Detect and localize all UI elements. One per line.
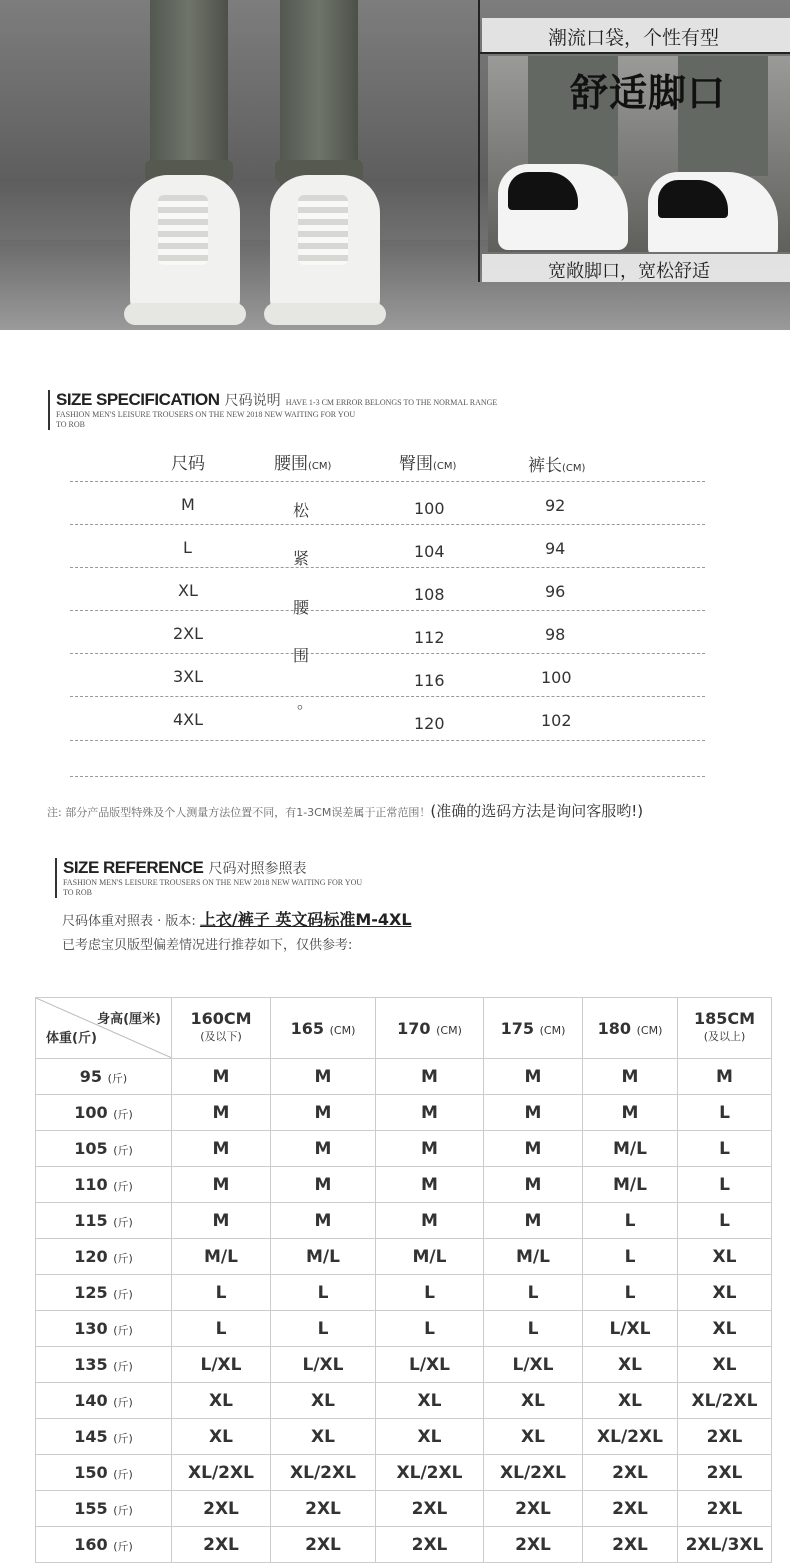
table-row: [36, 1347, 772, 1383]
table-row: [36, 1275, 772, 1311]
caption-title: 舒适脚口: [570, 71, 727, 115]
table-row: [36, 1239, 772, 1275]
size-cell: M: [484, 1059, 583, 1095]
spec-hip: 100: [414, 499, 445, 518]
size-spec-title-cn: 尺码说明: [224, 393, 281, 409]
size-cell: M: [271, 1059, 376, 1095]
spec-length: 98: [545, 625, 566, 644]
spec-length: 102: [541, 711, 572, 730]
size-cell: XL/2XL: [271, 1455, 376, 1491]
size-cell: L: [583, 1275, 678, 1311]
height-col-header: 160CM (及以下): [172, 998, 271, 1059]
weight-cell: 95 (斤): [36, 1059, 172, 1095]
corner-cell: 身高(厘米) 体重(斤): [36, 998, 172, 1059]
ref-advice-line: 已考虑宝贝版型偏差情况进行推荐如下，仅供参考:: [62, 938, 353, 953]
caption-top: 潮流口袋，个性有型: [548, 27, 720, 49]
size-cell: L: [484, 1275, 583, 1311]
spec-hip: 104: [414, 542, 445, 561]
table-row: [36, 1311, 772, 1347]
size-cell: L: [271, 1275, 376, 1311]
table-row: [36, 1419, 772, 1455]
size-cell: L/XL: [484, 1347, 583, 1383]
spec-size: XL: [178, 581, 198, 600]
size-cell: 2XL: [678, 1455, 772, 1491]
weight-cell: 145 (斤): [36, 1419, 172, 1455]
size-cell: L: [678, 1167, 772, 1203]
size-cell: XL: [376, 1383, 484, 1419]
height-col-header: 170 (CM): [376, 998, 484, 1059]
header-waist: 腰围(CM): [274, 454, 332, 474]
size-note: 注: 部分产品版型特殊及个人测量方法位置不同，有1-3CM误差属于正常范围！(准确的选码方法是询问客服哟!): [47, 802, 644, 820]
size-spec-title-en: SIZE SPECIFICATION: [56, 390, 220, 409]
spec-size: 4XL: [173, 710, 204, 729]
weight-cell: 155 (斤): [36, 1491, 172, 1527]
size-cell: 2XL: [583, 1455, 678, 1491]
size-cell: L: [583, 1239, 678, 1275]
size-cell: XL: [484, 1419, 583, 1455]
size-cell: M: [271, 1203, 376, 1239]
size-cell: XL: [271, 1419, 376, 1455]
table-row: [36, 1095, 772, 1131]
size-cell: M/L: [376, 1239, 484, 1275]
spec-size: 2XL: [173, 624, 204, 643]
size-cell: M: [172, 1131, 271, 1167]
size-cell: M: [376, 1167, 484, 1203]
spec-size: L: [183, 538, 192, 557]
header-length: 裤长(CM): [528, 456, 586, 476]
product-photo: [0, 0, 790, 330]
size-cell: L: [678, 1131, 772, 1167]
height-col-header: 175 (CM): [484, 998, 583, 1059]
size-cell: XL: [678, 1239, 772, 1275]
table-row: [36, 1167, 772, 1203]
size-cell: XL/2XL: [484, 1455, 583, 1491]
table-row: [36, 1203, 772, 1239]
weight-cell: 115 (斤): [36, 1203, 172, 1239]
waist-note-char: 腰: [293, 598, 310, 617]
table-header-row: [36, 998, 772, 1059]
weight-cell: 160 (斤): [36, 1527, 172, 1563]
table-body: [36, 1059, 772, 1563]
caption-top-bar: [482, 18, 790, 52]
weight-cell: 110 (斤): [36, 1167, 172, 1203]
spec-hip: 116: [414, 671, 445, 690]
size-cell: M/L: [583, 1131, 678, 1167]
caption-bottom: 宽敞脚口，宽松舒适: [548, 261, 710, 282]
weight-cell: 125 (斤): [36, 1275, 172, 1311]
header-size: 尺码: [171, 454, 205, 474]
height-col-header: 165 (CM): [271, 998, 376, 1059]
ref-version-line: 尺码体重对照表 · 版本: 上衣/裤子 英文码标准M-4XL: [62, 910, 412, 929]
size-cell: 2XL: [376, 1527, 484, 1563]
size-cell: M: [271, 1167, 376, 1203]
size-cell: M: [583, 1059, 678, 1095]
table-row: [36, 1491, 772, 1527]
size-cell: M: [376, 1203, 484, 1239]
size-cell: L: [484, 1311, 583, 1347]
size-cell: L/XL: [583, 1311, 678, 1347]
height-col-header: 185CM (及以上): [678, 998, 772, 1059]
size-cell: M/L: [583, 1167, 678, 1203]
table-row: [36, 1455, 772, 1491]
spec-length: 92: [545, 496, 566, 515]
size-cell: L: [583, 1203, 678, 1239]
size-cell: M: [484, 1167, 583, 1203]
size-cell: L/XL: [271, 1347, 376, 1383]
size-cell: 2XL: [484, 1527, 583, 1563]
size-cell: M/L: [271, 1239, 376, 1275]
size-spec-title-note: HAVE 1-3 CM ERROR BELONGS TO THE NORMAL RANGE: [285, 398, 498, 407]
size-cell: 2XL: [271, 1527, 376, 1563]
size-cell: M: [172, 1167, 271, 1203]
size-cell: M: [376, 1131, 484, 1167]
weight-cell: 150 (斤): [36, 1455, 172, 1491]
weight-cell: 105 (斤): [36, 1131, 172, 1167]
height-col-header: 180 (CM): [583, 998, 678, 1059]
waist-note-char: 松: [293, 501, 310, 520]
size-cell: M: [678, 1059, 772, 1095]
size-ref-title-en: SIZE REFERENCE: [63, 858, 204, 877]
size-cell: L: [271, 1311, 376, 1347]
size-cell: L: [678, 1095, 772, 1131]
size-cell: XL: [484, 1383, 583, 1419]
size-cell: 2XL: [271, 1491, 376, 1527]
size-cell: M/L: [484, 1239, 583, 1275]
spec-length: 96: [545, 582, 566, 601]
size-cell: XL: [678, 1347, 772, 1383]
size-cell: XL/2XL: [172, 1455, 271, 1491]
weight-cell: 140 (斤): [36, 1383, 172, 1419]
size-cell: M: [376, 1095, 484, 1131]
waist-note-char: 。: [297, 693, 314, 712]
table-row: [36, 1059, 772, 1095]
size-spec-heading: [48, 390, 497, 430]
spec-hip: 108: [414, 585, 445, 604]
weight-cell: 100 (斤): [36, 1095, 172, 1131]
size-cell: 2XL: [678, 1419, 772, 1455]
size-cell: L: [376, 1311, 484, 1347]
size-cell: 2XL: [376, 1491, 484, 1527]
spec-hip: 112: [414, 628, 445, 647]
spec-length: 94: [545, 539, 566, 558]
size-cell: L: [376, 1275, 484, 1311]
size-cell: L: [678, 1203, 772, 1239]
header-hip: 臀围(CM): [399, 454, 457, 474]
size-cell: XL: [271, 1383, 376, 1419]
size-cell: 2XL: [678, 1491, 772, 1527]
size-cell: M: [376, 1059, 484, 1095]
left-sneaker: [130, 175, 240, 315]
size-cell: 2XL: [172, 1491, 271, 1527]
table-row: [36, 1383, 772, 1419]
size-cell: M: [484, 1131, 583, 1167]
size-cell: 2XL: [583, 1491, 678, 1527]
size-cell: M: [172, 1095, 271, 1131]
size-ref-subtitle: FASHION MEN'S LEISURE TROUSERS ON THE NEW 2018 NEW WAITING FOR YOU TO ROB: [63, 878, 363, 897]
spec-size: 3XL: [173, 667, 204, 686]
size-reference-table: [35, 997, 772, 1563]
caption-bottom-bar: [482, 254, 790, 282]
size-cell: M: [271, 1095, 376, 1131]
size-cell: L: [172, 1311, 271, 1347]
detail-inset: [478, 0, 790, 282]
size-cell: M: [484, 1095, 583, 1131]
weight-cell: 130 (斤): [36, 1311, 172, 1347]
size-cell: M: [484, 1203, 583, 1239]
size-cell: XL: [583, 1383, 678, 1419]
size-cell: L/XL: [376, 1347, 484, 1383]
table-row: [36, 1131, 772, 1167]
right-sneaker: [270, 175, 380, 315]
size-cell: XL: [376, 1419, 484, 1455]
weight-cell: 120 (斤): [36, 1239, 172, 1275]
size-cell: XL/2XL: [376, 1455, 484, 1491]
size-cell: 2XL: [583, 1527, 678, 1563]
size-cell: M/L: [172, 1239, 271, 1275]
size-cell: M: [271, 1131, 376, 1167]
size-ref-title-cn: 尺码对照参照表: [208, 861, 307, 877]
spec-size: M: [181, 495, 195, 514]
waist-note-char: 围: [293, 646, 310, 665]
size-cell: L/XL: [172, 1347, 271, 1383]
size-cell: XL: [172, 1383, 271, 1419]
size-spec-subtitle: FASHION MEN'S LEISURE TROUSERS ON THE NEW 2018 NEW WAITING FOR YOU TO ROB: [56, 410, 356, 429]
table-row: [36, 1527, 772, 1563]
size-cell: 2XL: [484, 1491, 583, 1527]
size-cell: M: [583, 1095, 678, 1131]
size-cell: XL: [583, 1347, 678, 1383]
spec-hip: 120: [414, 714, 445, 733]
size-cell: 2XL: [172, 1527, 271, 1563]
size-cell: XL: [678, 1311, 772, 1347]
waist-note-char: 紧: [293, 549, 310, 568]
size-cell: XL: [678, 1275, 772, 1311]
size-cell: L: [172, 1275, 271, 1311]
size-cell: M: [172, 1059, 271, 1095]
size-cell: M: [172, 1203, 271, 1239]
size-ref-heading: [55, 858, 373, 898]
size-cell: 2XL/3XL: [678, 1527, 772, 1563]
size-cell: XL: [172, 1419, 271, 1455]
size-cell: XL/2XL: [583, 1419, 678, 1455]
size-cell: XL/2XL: [678, 1383, 772, 1419]
spec-length: 100: [541, 668, 572, 687]
weight-cell: 135 (斤): [36, 1347, 172, 1383]
